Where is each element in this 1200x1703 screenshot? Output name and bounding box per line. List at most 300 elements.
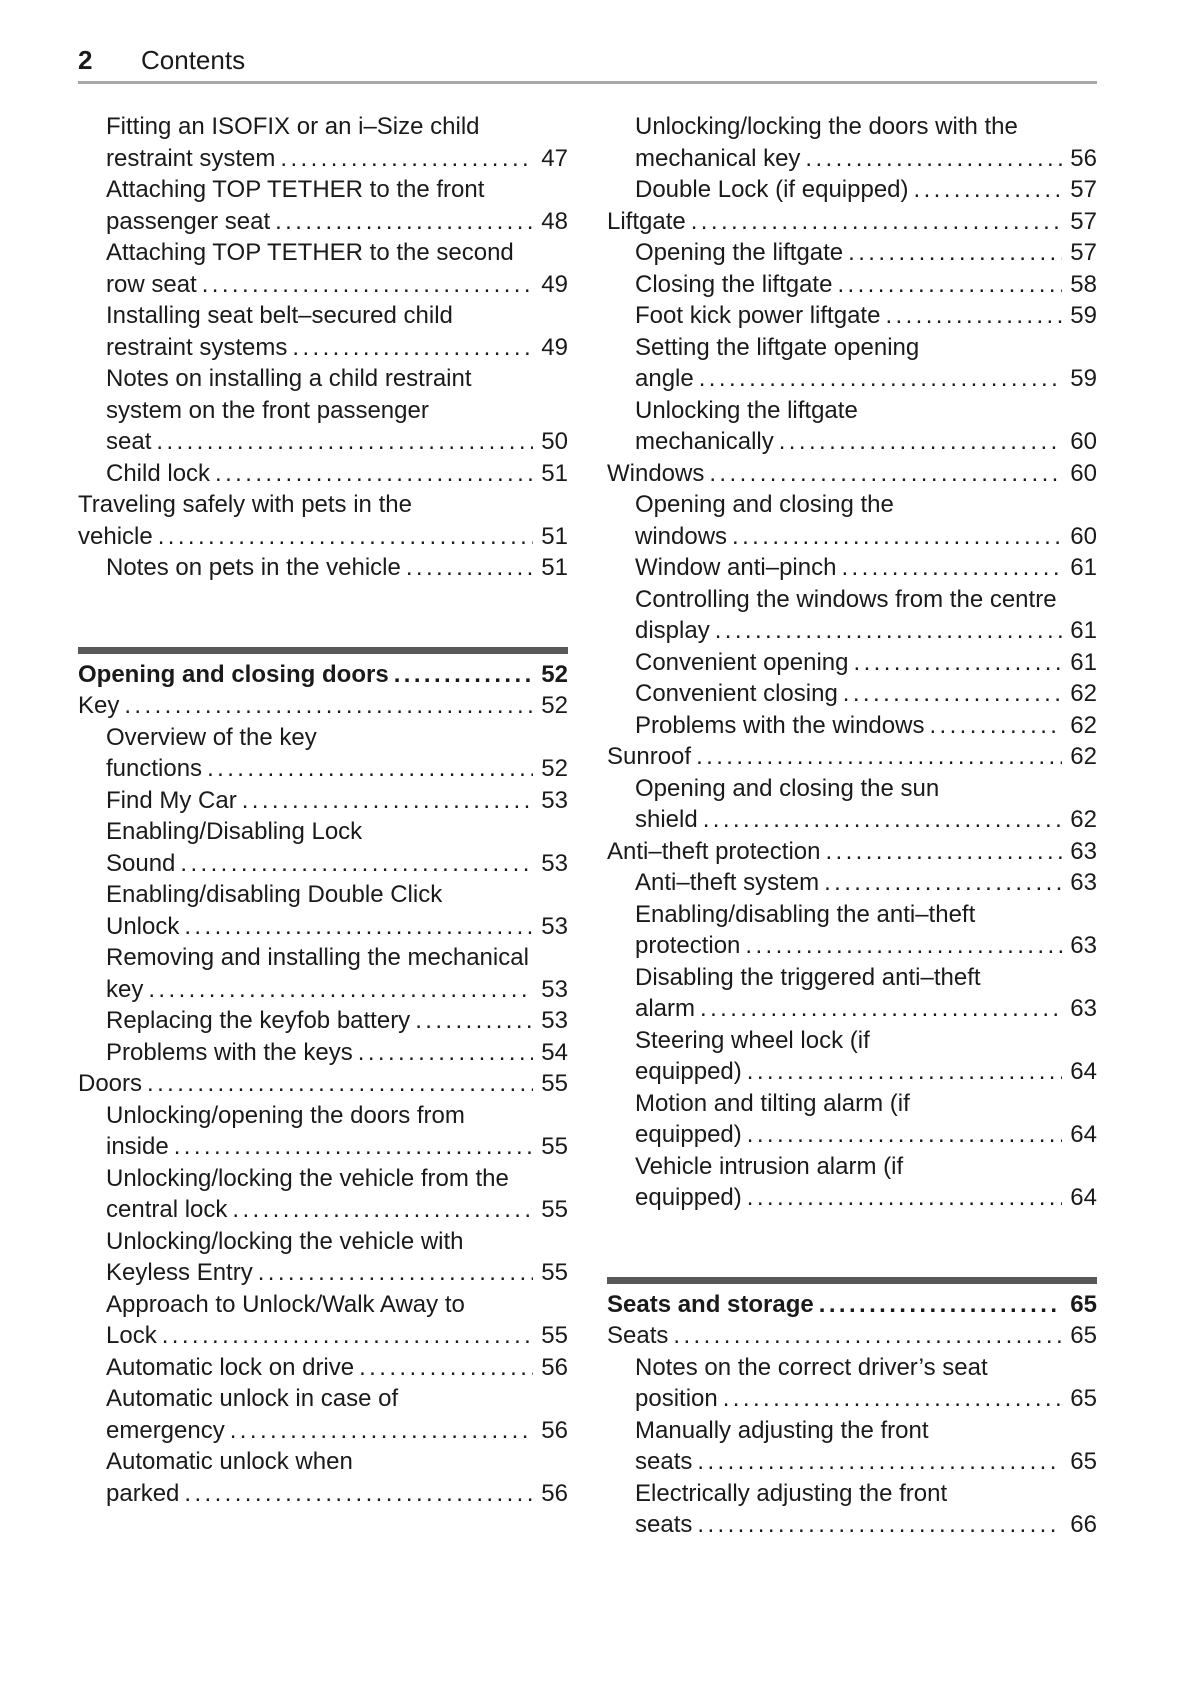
toc-entry-line [635, 1446, 1097, 1478]
page-ref: 50 [541, 428, 568, 455]
page-ref: 53 [541, 912, 568, 940]
toc-entry-line [635, 1182, 1097, 1214]
page-ref: 60 [1070, 459, 1097, 487]
toc-entry-line: Disabling the triggered anti–theft [635, 963, 981, 991]
toc-entry [78, 1163, 568, 1226]
page-ref: 55 [541, 1196, 568, 1223]
toc-entry [78, 458, 568, 490]
page-ref: 56 [541, 1353, 568, 1381]
toc-entry [607, 1289, 1097, 1321]
toc-entry-text: row seat [106, 270, 197, 298]
toc-entry-line [635, 804, 1097, 836]
page-ref: 65 [1070, 1385, 1097, 1412]
toc-entry [78, 1005, 568, 1037]
dot-leader [180, 848, 533, 880]
toc-entry-text: Closing the liftgate [635, 270, 833, 298]
toc-entry-text: Double Lock (if equipped) [635, 176, 909, 203]
toc-entry-line: Controlling the windows from the centre [635, 585, 1057, 613]
toc-entry-line [106, 911, 568, 943]
page-ref: 48 [541, 207, 568, 235]
page-ref: 57 [1070, 239, 1097, 266]
toc-entry-text: emergency [106, 1416, 225, 1444]
dot-leader [914, 174, 1063, 206]
section-divider [78, 647, 568, 654]
dot-leader [202, 269, 534, 301]
toc-entry-text: passenger seat [106, 207, 271, 235]
page-ref: 56 [1070, 144, 1097, 172]
toc-entry [607, 741, 1097, 773]
toc-entry [607, 269, 1097, 301]
dot-leader [747, 1182, 1063, 1214]
page-ref: 59 [1070, 365, 1097, 392]
toc-entry-text: inside [106, 1133, 169, 1160]
toc-entry-line [635, 1119, 1097, 1151]
toc-entry [607, 1025, 1097, 1088]
toc-entry-text: key [106, 975, 144, 1003]
dot-leader [258, 1257, 534, 1289]
toc-entry-line [607, 1320, 1097, 1352]
toc-entry [607, 206, 1097, 238]
page-ref: 51 [541, 522, 568, 550]
toc-entry-text: Problems with the keys [106, 1038, 353, 1066]
dot-leader [700, 993, 1062, 1025]
toc-entry [607, 962, 1097, 1025]
toc-entry-line: Unlocking/locking the doors with the [635, 113, 1018, 140]
dot-leader [703, 804, 1063, 836]
toc-entry-text: Windows [607, 459, 705, 487]
page-ref: 63 [1070, 932, 1097, 959]
dot-leader [723, 1383, 1063, 1415]
toc-entry-text: Anti–theft protection [607, 837, 821, 865]
toc-entry-line [635, 993, 1097, 1025]
page-ref: 59 [1070, 302, 1097, 329]
toc-entry-line: Enabling/disabling the anti–theft [635, 900, 976, 928]
dot-leader [162, 1320, 534, 1352]
dot-leader [124, 690, 533, 722]
toc-entry-line: system on the front passenger [106, 396, 429, 424]
toc-entry [78, 816, 568, 879]
toc-entry-text: seats [635, 1448, 693, 1475]
toc-entry-line [106, 974, 568, 1006]
toc-entry [607, 300, 1097, 332]
toc-entry-text: Convenient opening [635, 648, 849, 676]
toc-entry-line [106, 1194, 568, 1226]
toc-entry [78, 785, 568, 817]
toc-entry [78, 489, 568, 552]
page-ref: 49 [541, 333, 568, 361]
toc-entry-line [635, 269, 1097, 301]
dot-leader [747, 1056, 1063, 1088]
toc-entry-text: Key [78, 692, 120, 719]
page-title: Contents [141, 45, 246, 75]
toc-entry-text: Liftgate [607, 207, 686, 235]
toc-entry-line [635, 552, 1097, 584]
toc-column-left [78, 111, 568, 1541]
toc-entry [78, 659, 568, 691]
dot-leader [242, 785, 534, 817]
toc-entry-text: Foot kick power liftgate [635, 302, 881, 329]
page-ref: 54 [541, 1038, 568, 1066]
dot-leader [394, 659, 534, 691]
toc-entry-line [106, 1320, 568, 1352]
toc-entry-line: Notes on the correct driver’s seat [635, 1353, 988, 1381]
dot-leader [699, 363, 1063, 395]
page-ref: 51 [541, 459, 568, 487]
page-ref: 53 [541, 849, 568, 877]
toc-entry [607, 458, 1097, 490]
toc-entry-text: Sound [106, 849, 176, 877]
page-ref: 53 [541, 975, 568, 1003]
dot-leader [805, 143, 1062, 175]
toc-entry [78, 1383, 568, 1446]
toc-entry-line: Removing and installing the mechanical [106, 944, 529, 971]
toc-entry [607, 1352, 1097, 1415]
toc-entry-line: Automatic unlock when [106, 1448, 353, 1475]
dot-leader [275, 206, 533, 238]
page-ref: 65 [1070, 1322, 1097, 1349]
page-ref: 55 [541, 1259, 568, 1286]
toc-column-right [607, 111, 1097, 1541]
dot-leader [358, 1037, 534, 1069]
toc-entry-line: Setting the liftgate opening [635, 333, 920, 361]
toc-entry [607, 111, 1097, 174]
dot-leader [732, 521, 1062, 553]
toc-entry-line [78, 690, 568, 722]
toc-entry-text: Sunroof [607, 743, 692, 770]
dot-leader [280, 143, 533, 175]
page-ref: 56 [541, 1416, 568, 1444]
dot-leader [709, 458, 1062, 490]
page-ref: 55 [541, 1070, 568, 1097]
toc-entry-line: Notes on installing a child restraint [106, 365, 472, 392]
dot-leader [929, 710, 1062, 742]
toc-entry [78, 1226, 568, 1289]
toc-entry-line [635, 237, 1097, 269]
toc-entry [78, 1037, 568, 1069]
dot-leader [715, 615, 1063, 647]
toc-entry-line [635, 300, 1097, 332]
page-ref: 58 [1070, 270, 1097, 298]
toc-entry-text: Keyless Entry [106, 1259, 253, 1286]
page-ref: 66 [1070, 1511, 1097, 1538]
toc-entry-line [635, 174, 1097, 206]
toc-entry-text: Automatic lock on drive [106, 1353, 355, 1381]
page-ref: 53 [541, 786, 568, 814]
page-number: 2 [78, 45, 93, 75]
dot-leader [359, 1352, 533, 1384]
page-ref: 55 [541, 1133, 568, 1160]
toc-entry [78, 1068, 568, 1100]
toc-entry-line [106, 1352, 568, 1384]
toc-entry-text: Seats [607, 1322, 669, 1349]
toc-entry-line [78, 521, 568, 553]
toc-entry-line [106, 1037, 568, 1069]
toc-entry [607, 1478, 1097, 1541]
toc-entry-line [635, 678, 1097, 710]
toc-entry [607, 1151, 1097, 1214]
toc-entry-line [635, 1509, 1097, 1541]
toc-entry [607, 332, 1097, 395]
page-ref: 51 [541, 554, 568, 581]
toc-entry-line: Steering wheel lock (if [635, 1026, 870, 1054]
toc-entry [607, 174, 1097, 206]
page-ref: 49 [541, 270, 568, 298]
toc-entry [78, 1100, 568, 1163]
dot-leader [825, 836, 1062, 868]
toc-entry-text: Problems with the windows [635, 711, 925, 739]
toc-entry-line [106, 458, 568, 490]
header-rule [78, 81, 1097, 84]
toc-entry-text: seat [106, 428, 152, 455]
dot-leader [415, 1005, 533, 1037]
toc-entry [78, 942, 568, 1005]
toc-entry-text: Opening and closing doors [78, 660, 389, 688]
toc-entry-line [106, 206, 568, 238]
toc-entry-text: Lock [106, 1322, 157, 1349]
toc-entry-line: Motion and tilting alarm (if [635, 1089, 910, 1117]
toc-entry-line: Opening and closing the [635, 491, 894, 518]
toc-entry-text: Child lock [106, 459, 211, 487]
toc-entry [78, 690, 568, 722]
page-ref: 62 [1070, 711, 1097, 739]
toc-entry-text: Unlock [106, 912, 180, 940]
page-ref: 61 [1070, 554, 1097, 581]
toc-entry-line: Manually adjusting the front [635, 1416, 929, 1444]
toc-entry-line: Electrically adjusting the front [635, 1479, 948, 1507]
toc-entry-line [635, 521, 1097, 553]
toc-entry-line: Vehicle intrusion alarm (if [635, 1152, 904, 1180]
toc-entry-line [106, 552, 568, 584]
page-ref: 65 [1070, 1290, 1097, 1318]
dot-leader [697, 1509, 1062, 1541]
toc-entry-line [635, 363, 1097, 395]
toc-entry-line: Unlocking/locking the vehicle with [106, 1227, 464, 1255]
dot-leader [848, 237, 1062, 269]
toc-entry-text: equipped) [635, 1184, 742, 1211]
page-ref: 52 [541, 755, 568, 782]
dot-leader [184, 911, 533, 943]
toc-entry-text: angle [635, 365, 694, 392]
toc-entry-line: Approach to Unlock/Walk Away to [106, 1290, 465, 1318]
toc-entry-line [106, 1005, 568, 1037]
toc-entry-text: Doors [78, 1070, 143, 1097]
page-ref: 60 [1070, 428, 1097, 455]
toc-entry [607, 584, 1097, 647]
dot-leader [232, 1194, 533, 1226]
toc-entry-text: windows [635, 522, 728, 550]
toc-entry-text: Notes on pets in the vehicle [106, 554, 401, 581]
dot-leader [184, 1478, 533, 1510]
toc-entry [78, 722, 568, 785]
page-ref: 63 [1070, 869, 1097, 896]
page-ref: 57 [1070, 207, 1097, 235]
toc-entry-line: Attaching TOP TETHER to the second [106, 239, 514, 266]
page-ref: 56 [541, 1479, 568, 1507]
dot-leader [673, 1320, 1062, 1352]
dot-leader [158, 521, 534, 553]
toc-entry-text: central lock [106, 1196, 228, 1223]
dot-leader [885, 300, 1062, 332]
page-ref: 63 [1070, 837, 1097, 865]
toc-entry-line [635, 647, 1097, 679]
toc-entry-line [635, 710, 1097, 742]
toc-entry-line: Opening and closing the sun [635, 774, 940, 802]
toc-entry [607, 552, 1097, 584]
toc-entry-line [635, 867, 1097, 899]
page-ref: 63 [1070, 995, 1097, 1022]
toc-entry [78, 363, 568, 458]
page-ref: 52 [541, 660, 568, 688]
toc-entry-text: equipped) [635, 1058, 742, 1085]
toc-entry-line [106, 1131, 568, 1163]
toc-entry-line [106, 269, 568, 301]
page-ref: 53 [541, 1007, 568, 1034]
dot-leader [841, 552, 1062, 584]
toc-entry [78, 1352, 568, 1384]
toc-entry-text: display [635, 617, 710, 644]
toc-entry [78, 174, 568, 237]
toc-entry [607, 773, 1097, 836]
toc-entry [607, 1320, 1097, 1352]
toc-entry-text: position [635, 1385, 718, 1412]
toc-entry-line [106, 753, 568, 785]
toc-entry [607, 867, 1097, 899]
toc-entry-line [106, 332, 568, 364]
toc-entry-line: Attaching TOP TETHER to the front [106, 176, 485, 203]
toc-entry-line [635, 426, 1097, 458]
toc-entry-line [78, 1068, 568, 1100]
dot-leader [147, 1068, 533, 1100]
dot-leader [691, 206, 1063, 238]
toc-entry-text: shield [635, 806, 698, 833]
dot-leader [745, 930, 1062, 962]
toc-entry-line [635, 1383, 1097, 1415]
page-ref: 65 [1070, 1448, 1097, 1475]
toc-entry-text: functions [106, 755, 203, 782]
toc-entry-line [607, 458, 1097, 490]
toc-entry-line: Traveling safely with pets in the [78, 491, 412, 518]
toc-entry-line: Overview of the key [106, 723, 317, 751]
dot-leader [230, 1415, 534, 1447]
toc-entry-line: Enabling/disabling Double Click [106, 881, 443, 908]
toc-entry-text: Seats and storage [607, 1290, 814, 1318]
toc-entry-line [607, 836, 1097, 868]
toc-entry-text: mechanically [635, 428, 774, 455]
toc-entry [607, 647, 1097, 679]
toc-entry [607, 678, 1097, 710]
toc-entry-text: Replacing the keyfob battery [106, 1007, 411, 1034]
page-ref: 62 [1070, 806, 1097, 833]
toc-entry [78, 111, 568, 174]
dot-leader [837, 269, 1062, 301]
toc-entry-text: Opening the liftgate [635, 239, 844, 266]
toc-entry-line [106, 848, 568, 880]
page-ref: 61 [1070, 648, 1097, 676]
toc-entry-line: Automatic unlock in case of [106, 1385, 399, 1412]
toc-entry-text: equipped) [635, 1121, 742, 1148]
toc-entry-line [106, 1415, 568, 1447]
toc-entry [78, 1289, 568, 1352]
page-ref: 55 [541, 1322, 568, 1349]
dot-leader [406, 552, 533, 584]
toc-entry-text: restraint systems [106, 333, 288, 361]
toc-entry [607, 836, 1097, 868]
toc-entry-line [607, 1289, 1097, 1321]
toc-entry [607, 395, 1097, 458]
toc-entry-text: protection [635, 932, 741, 959]
dot-leader [148, 974, 533, 1006]
toc-entry [78, 1446, 568, 1509]
toc-entry [607, 1088, 1097, 1151]
dot-leader [697, 1446, 1062, 1478]
toc-entry-line [78, 659, 568, 691]
dot-leader [156, 426, 533, 458]
toc-entry [607, 710, 1097, 742]
dot-leader [174, 1131, 534, 1163]
page-ref: 61 [1070, 617, 1097, 644]
toc-entry-line: Fitting an ISOFIX or an i–Size child [106, 113, 480, 140]
toc-entry-text: parked [106, 1479, 180, 1507]
toc-entry-text: Convenient closing [635, 680, 838, 707]
dot-leader [292, 332, 533, 364]
toc-entry [607, 237, 1097, 269]
toc-entry [78, 300, 568, 363]
toc-entry-line [635, 143, 1097, 175]
toc-entry-text: alarm [635, 995, 696, 1022]
page-ref: 64 [1070, 1184, 1097, 1211]
dot-leader [843, 678, 1063, 710]
toc-entry-text: Window anti–pinch [635, 554, 837, 581]
toc-entry-line: Unlocking the liftgate [635, 396, 858, 424]
toc-entry-text: Anti–theft system [635, 869, 820, 896]
toc-entry-line [106, 785, 568, 817]
page-ref: 64 [1070, 1058, 1097, 1085]
dot-leader [696, 741, 1062, 773]
toc-entry-text: seats [635, 1511, 693, 1538]
toc-entry-line [635, 615, 1097, 647]
toc-entry-line [635, 1056, 1097, 1088]
toc-entry-text: vehicle [78, 522, 153, 550]
page-ref: 57 [1070, 176, 1097, 203]
page-ref: 60 [1070, 522, 1097, 550]
toc-entry-line [106, 426, 568, 458]
toc-entry-line: Unlocking/locking the vehicle from the [106, 1164, 509, 1192]
page-ref: 62 [1070, 743, 1097, 770]
toc-entry [78, 879, 568, 942]
dot-leader [854, 647, 1063, 679]
toc-entry-text: Find My Car [106, 786, 237, 814]
toc-entry [607, 1415, 1097, 1478]
section-divider [607, 1277, 1097, 1284]
toc-entry-line: Enabling/Disabling Lock [106, 818, 363, 845]
toc-entry-text: restraint system [106, 144, 276, 172]
toc-entry-line [106, 143, 568, 175]
toc-entry-line [106, 1478, 568, 1510]
toc-entry [607, 489, 1097, 552]
page-ref: 52 [541, 692, 568, 719]
toc-entry [607, 899, 1097, 962]
dot-leader [824, 867, 1062, 899]
toc-columns [78, 111, 1097, 1541]
page-ref: 64 [1070, 1121, 1097, 1148]
dot-leader [747, 1119, 1063, 1151]
dot-leader [207, 753, 533, 785]
toc-entry-line [607, 206, 1097, 238]
dot-leader [819, 1289, 1063, 1321]
toc-entry-text: mechanical key [635, 144, 801, 172]
dot-leader [779, 426, 1063, 458]
page-ref: 62 [1070, 680, 1097, 707]
